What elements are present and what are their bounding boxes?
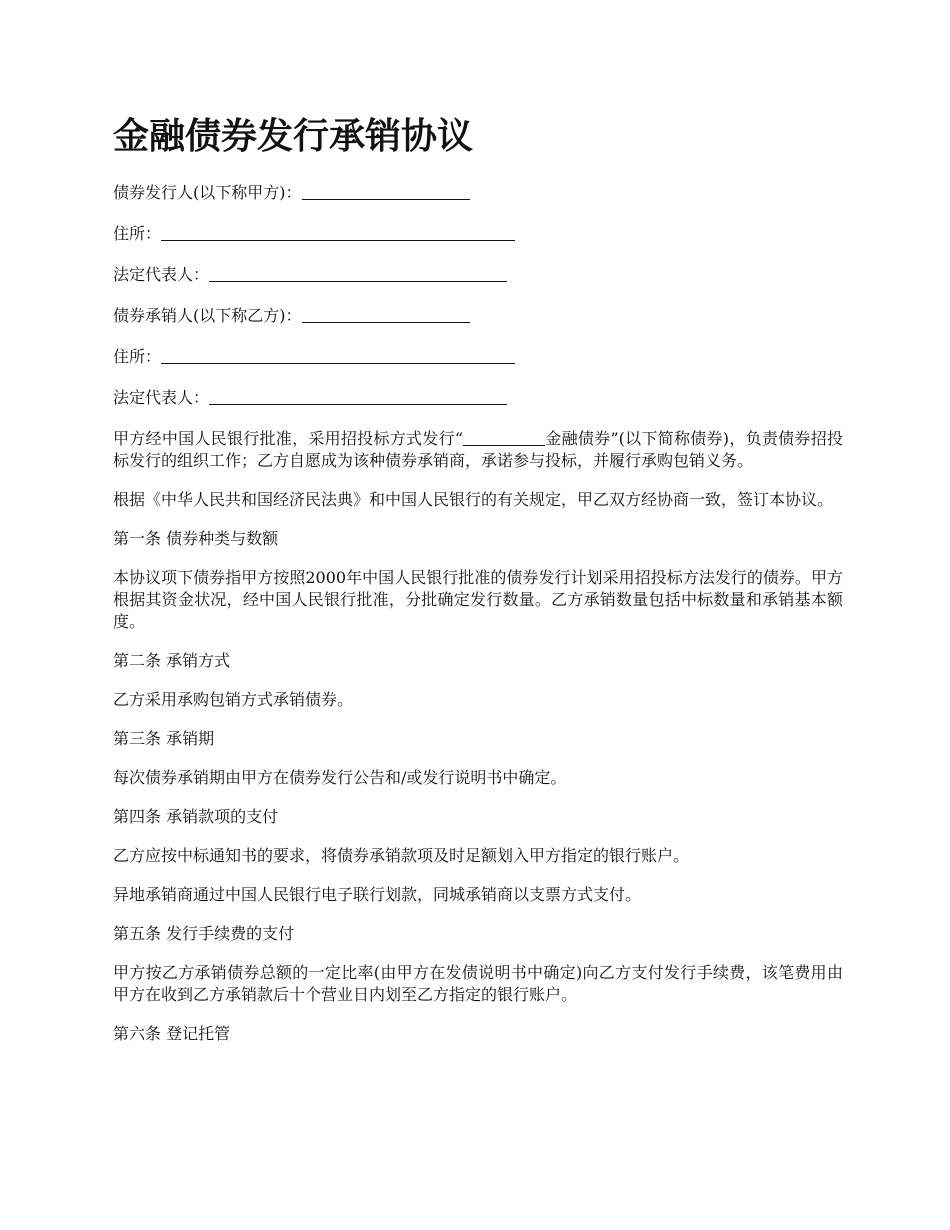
issuer-representative-blank <box>209 265 507 282</box>
intro-1-before: 甲方经中国人民银行批准，采用招投标方式发行“ <box>113 429 464 448</box>
field-label: 债券承销人(以下称乙方)： <box>113 306 302 325</box>
issuer-address-field <box>113 223 843 245</box>
field-label: 法定代表人： <box>113 265 210 284</box>
section-4-heading: 第四条 承销款项的支付 <box>113 807 279 826</box>
parties-block <box>113 182 843 409</box>
intro-1-after: 金融债券”(以下简称债券)，负责债券招投标发行的组织工作；乙方自愿成为该种债券承销商，承诺参与投标，并履行承购包销义务。 <box>113 429 843 470</box>
section-2-paragraph: 乙方采用承购包销方式承销债券。 <box>113 690 354 709</box>
issuer-field <box>113 182 843 204</box>
section-6-heading: 第六条 登记托管 <box>113 1024 231 1043</box>
section-4-paragraph-1: 乙方应按中标通知书的要求，将债券承销款项及时足额划入甲方指定的银行账户。 <box>113 846 690 865</box>
section-5-heading: 第五条 发行手续费的支付 <box>113 924 295 943</box>
section-1-paragraph: 本协议项下债券指甲方按照2000年中国人民银行批准的债券发行计划采用招投标方法发行的债券。甲方根据其资金状况，经中国人民银行批准，分批确定发行数量。乙方承销数量包括中标数量和承销基本额度。 <box>113 568 843 631</box>
section-1-heading: 第一条 债券种类与数额 <box>113 529 279 548</box>
section-5-paragraph: 甲方按乙方承销债券总额的一定比率(由甲方在发债说明书中确定)向乙方支付发行手续费，该笔费用由甲方在收到乙方承销款后十个营业日内划至乙方指定的银行账户。 <box>113 963 843 1004</box>
intro-paragraph-2: 根据《中华人民共和国经济民法典》和中国人民银行的有关规定，甲乙双方经协商一致，签订本协议。 <box>113 490 834 509</box>
underwriter-field <box>113 305 843 327</box>
underwriter-blank <box>302 306 470 323</box>
underwriter-address-field <box>113 346 843 368</box>
field-label: 债券发行人(以下称甲方)： <box>113 183 302 202</box>
field-label: 法定代表人： <box>113 388 210 407</box>
issuer-address-blank <box>161 224 515 241</box>
underwriter-address-blank <box>161 347 515 364</box>
section-4-paragraph-2: 异地承销商通过中国人民银行电子联行划款，同城承销商以支票方式支付。 <box>113 885 642 904</box>
section-2-heading: 第二条 承销方式 <box>113 651 231 670</box>
field-label: 住所： <box>113 347 162 366</box>
section-3-heading: 第三条 承销期 <box>113 729 215 748</box>
underwriter-representative-field <box>113 387 843 409</box>
issuer-representative-field <box>113 264 843 286</box>
underwriter-representative-blank <box>209 388 507 405</box>
bond-name-blank <box>463 429 545 446</box>
document-title: 金融债券发行承销协议 <box>113 115 474 157</box>
intro-paragraph-1 <box>113 428 843 472</box>
section-3-paragraph: 每次债券承销期由甲方在债券发行公告和/或发行说明书中确定。 <box>113 768 567 787</box>
field-label: 住所： <box>113 224 162 243</box>
document-page <box>113 112 843 1062</box>
issuer-blank <box>302 183 470 200</box>
